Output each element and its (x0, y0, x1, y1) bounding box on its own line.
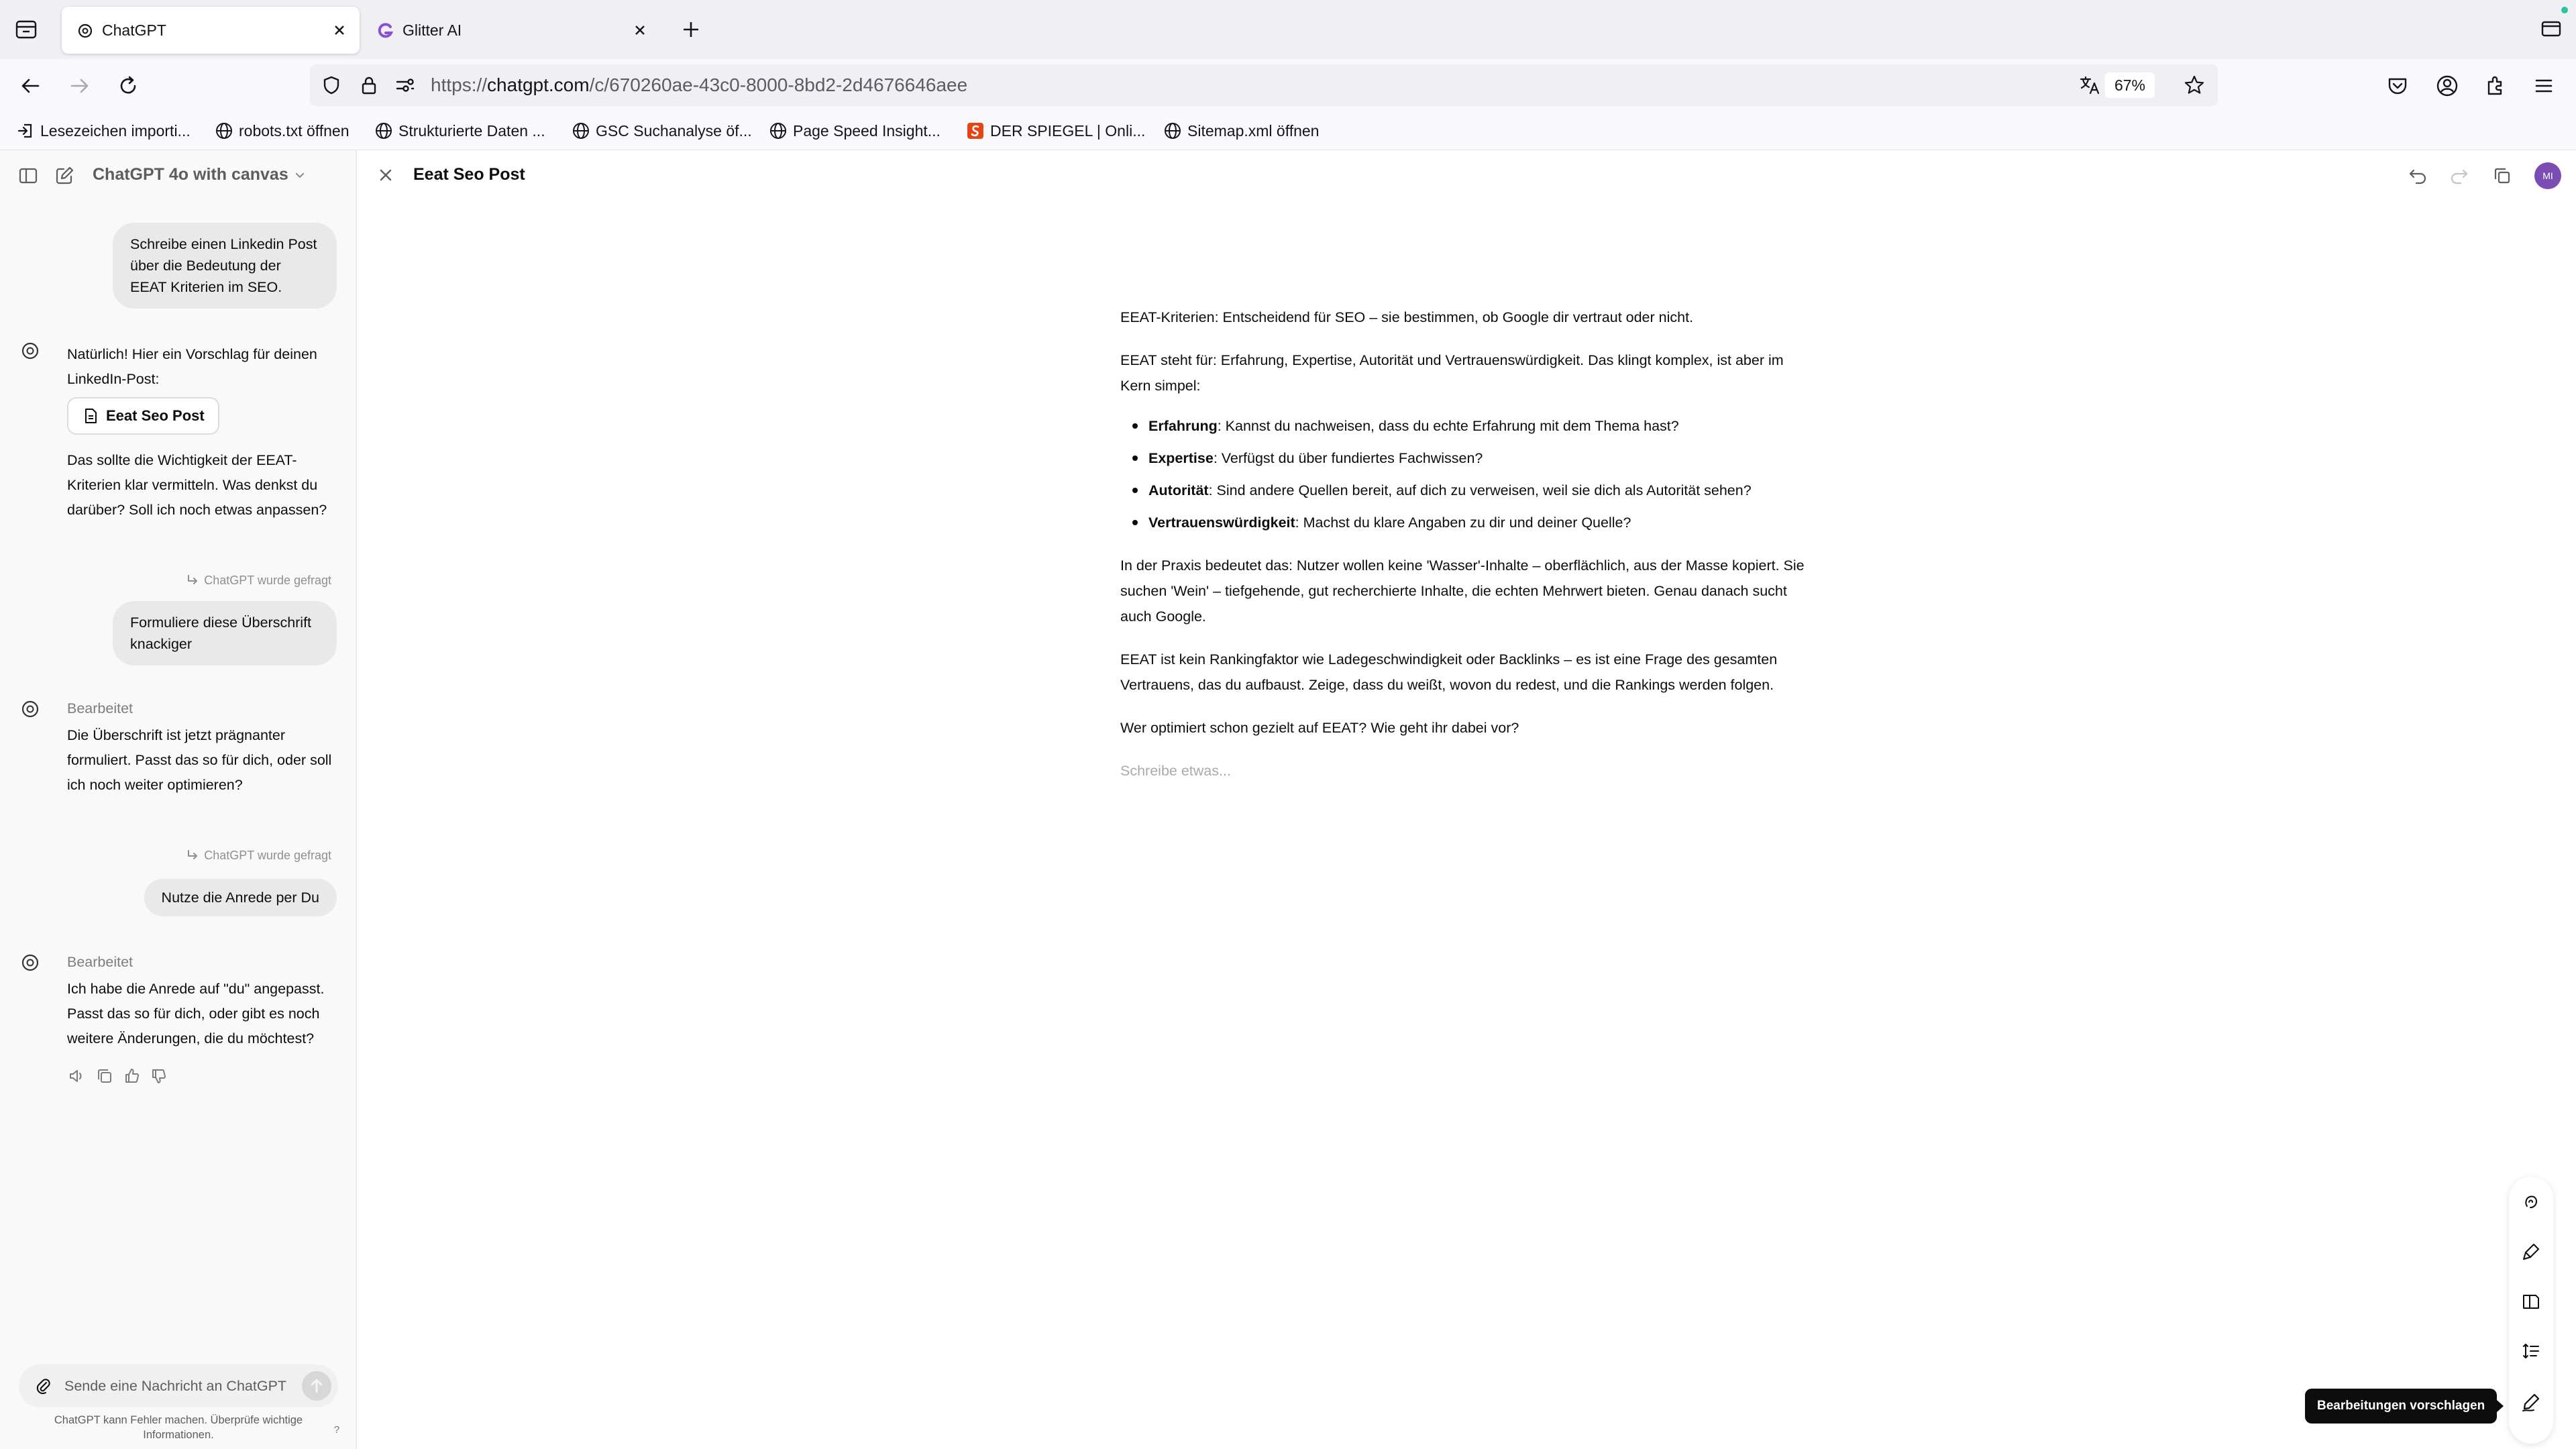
back-arrow-icon[interactable] (19, 74, 42, 97)
close-canvas-icon[interactable] (376, 165, 396, 185)
assistant-message: Das sollte die Wichtigkeit der EEAT-Kriterien klar vermitteln. Was denkst du darüber? Soll ich noch etwas anpassen? (67, 452, 327, 518)
tab-list-icon[interactable] (15, 19, 38, 40)
canvas-document-chip[interactable]: Eeat Seo Post (67, 397, 219, 435)
chatgpt-avatar-icon (20, 341, 40, 361)
list-item: Erfahrung: Kannst du nachweisen, dass du echte Erfahrung mit dem Thema hast? (1120, 413, 1806, 439)
asked-indicator: ChatGPT wurde gefragt (185, 573, 331, 588)
chatgpt-avatar-icon (20, 953, 40, 973)
tab-title: ChatGPT (102, 21, 166, 39)
globe-icon (215, 121, 233, 140)
reload-icon[interactable] (117, 74, 140, 97)
user-message: Schreibe einen Linkedin Post über die Bedeutung der EEAT Kriterien im SEO. (113, 223, 337, 309)
url-bar[interactable] (310, 64, 2218, 106)
user-message: Nutze die Anrede per Du (144, 879, 337, 916)
paragraph: EEAT steht für: Erfahrung, Expertise, Autorität und Vertrauenswürdigkeit. Das klingt komplex, ist aber im Kern simpel: (1120, 352, 1784, 394)
zoom-level[interactable]: 67% (2105, 72, 2155, 98)
thumbs-up-icon[interactable] (122, 1067, 141, 1085)
spiegel-icon (966, 121, 985, 140)
bookmark-spiegel[interactable]: DER SPIEGEL | Onli... (966, 111, 1145, 150)
browser-nav-bar (0, 59, 2576, 111)
forward-arrow-icon[interactable] (68, 74, 91, 97)
redo-icon[interactable] (2449, 165, 2470, 186)
emoji-icon[interactable] (2520, 1191, 2542, 1213)
permissions-icon[interactable] (394, 74, 416, 96)
assistant-message: Natürlich! Hier ein Vorschlag für deinen LinkedIn-Post: (67, 346, 317, 387)
copy-icon[interactable] (95, 1067, 114, 1085)
editor-placeholder[interactable]: Schreibe etwas... (1120, 763, 1231, 779)
attach-icon[interactable] (34, 1376, 54, 1396)
assistant-message: Die Überschrift ist jetzt prägnanter formuliert. Passt das so für dich, oder soll ich noch weiter optimieren? (67, 727, 332, 793)
account-icon[interactable] (2435, 74, 2459, 98)
final-polish-icon[interactable] (2520, 1241, 2542, 1263)
send-arrow-icon (302, 1371, 331, 1401)
new-chat-icon[interactable] (54, 165, 75, 186)
read-aloud-icon[interactable] (67, 1067, 86, 1085)
translate-icon[interactable] (2078, 74, 2101, 97)
edited-label: Bearbeitet (67, 700, 133, 716)
bookmarks-bar (0, 111, 2576, 150)
glitter-favicon-icon (377, 22, 394, 40)
criteria-list (1120, 413, 1806, 535)
assistant-message: Ich habe die Anrede auf "du" angepasst. Passt das so für dich, oder gibt es noch weitere Änderungen, die du möchtest? (67, 981, 325, 1046)
model-selector[interactable]: ChatGPT 4o with canvas (93, 165, 307, 184)
bookmark-sitemap[interactable]: Sitemap.xml öffnen (1163, 111, 1319, 150)
lock-icon[interactable] (358, 74, 380, 96)
sidebar-toggle-icon[interactable] (17, 165, 39, 186)
extensions-icon[interactable] (2483, 74, 2508, 98)
send-button[interactable] (302, 1371, 331, 1401)
close-tab-icon[interactable] (330, 21, 349, 40)
chevron-down-icon (292, 168, 307, 182)
bookmark-robots[interactable]: robots.txt öffnen (215, 111, 350, 150)
help-button[interactable]: ? (333, 1424, 340, 1436)
suggest-edits-icon[interactable] (2520, 1391, 2542, 1413)
message-composer[interactable] (19, 1364, 338, 1407)
canvas-document[interactable] (1120, 305, 1806, 801)
edited-label: Bearbeitet (67, 954, 133, 970)
browser-tab-bar (0, 0, 2576, 59)
globe-icon (374, 121, 393, 140)
tooltip-suggest-edits: Bearbeitungen vorschlagen (2305, 1389, 2497, 1424)
paragraph: EEAT ist kein Rankingfaktor wie Ladegeschwindigkeit oder Backlinks – es ist eine Frage des gesamten Vertrauens, das du aufbaust. Zeige, dass du weißt, wovon du redest, und die Rankings werden folgen. (1120, 651, 1778, 693)
list-item: Autorität: Sind andere Quellen bereit, auf dich zu verweisen, weil sie dich als Autorität sehen? (1120, 478, 1806, 503)
adjust-length-icon[interactable] (2520, 1340, 2542, 1362)
close-tab-icon[interactable] (631, 21, 649, 40)
paragraph: EEAT-Kriterien: Entscheidend für SEO – sie bestimmen, ob Google dir vertraut oder nicht. (1120, 309, 1694, 325)
bookmark-pagespeed[interactable]: Page Speed Insight... (769, 111, 941, 150)
user-avatar[interactable]: MI (2534, 162, 2561, 189)
list-item: Vertrauenswürdigkeit: Machst du klare Angaben zu dir und deiner Quelle? (1120, 510, 1806, 535)
tab-chatgpt[interactable] (62, 7, 360, 54)
paragraph: In der Praxis bedeutet das: Nutzer wollen keine 'Wasser'-Inhalte – oberflächlich, aus der Masse kopiert. Sie suchen 'Wein' – tiefgehende, gut recherchierte Inhalte, die echten Mehrwert bieten. Genau danach sucht auch Google. (1120, 557, 1805, 625)
tab-title: Glitter AI (402, 21, 462, 39)
new-tab-icon[interactable] (680, 19, 702, 40)
undo-icon[interactable] (2407, 165, 2428, 186)
copy-document-icon[interactable] (2491, 165, 2513, 186)
reading-level-icon[interactable] (2520, 1291, 2542, 1312)
globe-icon (572, 121, 590, 140)
update-dot (2561, 7, 2568, 13)
list-item: Expertise: Verfügst du über fundiertes Fachwissen? (1120, 445, 1806, 471)
bookmark-star-icon[interactable] (2183, 74, 2206, 97)
url-text[interactable]: https://chatgpt.com/c/670260ae-43c0-8000-8bd2-2d4676646aee (431, 74, 968, 95)
openai-favicon-icon (76, 22, 94, 40)
globe-icon (1163, 121, 1182, 140)
tab-glitter-ai[interactable] (362, 7, 660, 54)
thumbs-down-icon[interactable] (149, 1067, 168, 1085)
asked-indicator: ChatGPT wurde gefragt (185, 848, 331, 863)
import-icon (16, 121, 35, 140)
paragraph: Wer optimiert schon gezielt auf EEAT? Wie geht ihr dabei vor? (1120, 720, 1519, 736)
user-message: Formuliere diese Überschrift knackiger (113, 601, 337, 665)
composer-placeholder[interactable]: Sende eine Nachricht an ChatGPT (64, 1378, 287, 1394)
bookmark-import[interactable]: Lesezeichen importi... (16, 111, 191, 150)
reply-arrow-icon (185, 573, 200, 588)
bookmark-gsc[interactable]: GSC Suchanalyse öf... (572, 111, 752, 150)
window-icon[interactable] (2540, 17, 2563, 40)
pocket-icon[interactable] (2385, 74, 2410, 98)
chatgpt-avatar-icon (20, 699, 40, 719)
canvas-title: Eeat Seo Post (413, 165, 525, 184)
reply-arrow-icon (185, 848, 200, 863)
bookmark-structured-data[interactable]: Strukturierte Daten ... (374, 111, 545, 150)
canvas-toolbox (2509, 1177, 2553, 1444)
menu-icon[interactable] (2532, 74, 2556, 98)
chat-sidebar (0, 150, 357, 1449)
shield-icon[interactable] (321, 74, 342, 96)
disclaimer-text: ChatGPT kann Fehler machen. Überprüfe wichtige Informationen. (54, 1414, 303, 1441)
document-icon (83, 408, 98, 424)
globe-icon (769, 121, 788, 140)
